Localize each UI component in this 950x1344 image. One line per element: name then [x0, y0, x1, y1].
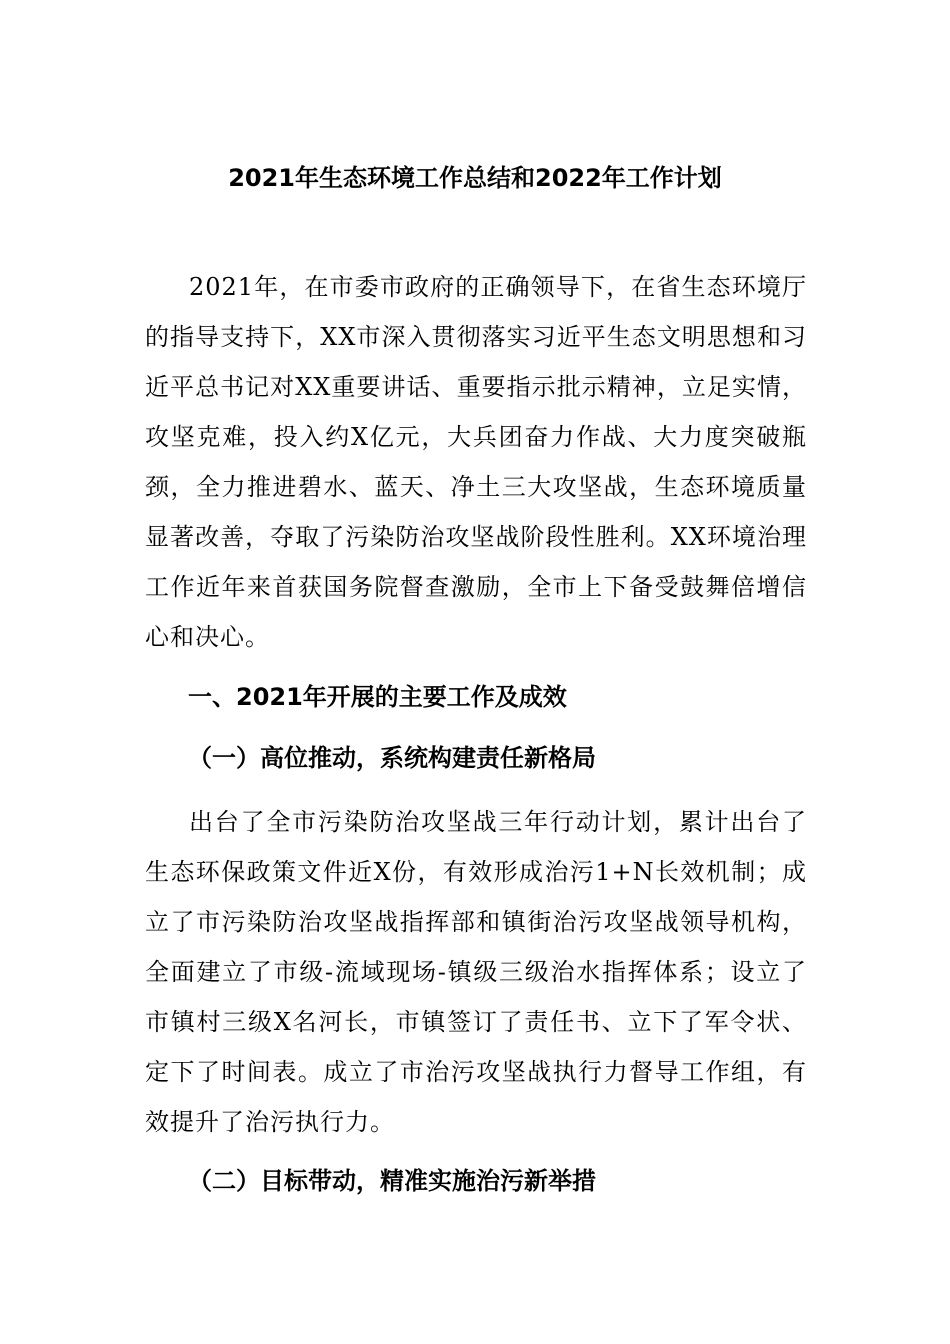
document-title: 2021年生态环境工作总结和2022年工作计划: [228, 164, 722, 192]
section-heading-1: 一、2021年开展的主要工作及成效: [188, 683, 567, 711]
subsection-heading-1: （一）高位推动，系统构建责任新格局: [188, 744, 596, 772]
subsection-1-paragraph: 出台了全市污染防治攻坚战三年行动计划，累计出台了生态环保政策文件近X份，有效形成治污1+N长效机制；成立了市污染防治攻坚战指挥部和镇街治污攻坚战领导机构，全面建立了市级-流域现场-镇级三级治水指挥体系；设立了市镇村三级X名河长，市镇签订了责任书、立下了军令状、定下了时间表。成立了市治污攻坚战执行力督导工作组，有效提升了治污执行力。: [145, 808, 807, 1136]
intro-paragraph: 2021年，在市委市政府的正确领导下，在省生态环境厅的指导支持下，XX市深入贯彻落实习近平生态文明思想和习近平总书记对XX重要讲话、重要指示批示精神，立足实情，攻坚克难，投入约X亿元，大兵团奋力作战、大力度突破瓶颈，全力推进碧水、蓝天、净土三大攻坚战，生态环境质量显著改善，夺取了污染防治攻坚战阶段性胜利。XX环境治理工作近年来首获国务院督查激励，全市上下备受鼓舞倍增信心和决心。: [145, 273, 807, 651]
subsection-heading-2: （二）目标带动，精准实施治污新举措: [188, 1167, 596, 1195]
